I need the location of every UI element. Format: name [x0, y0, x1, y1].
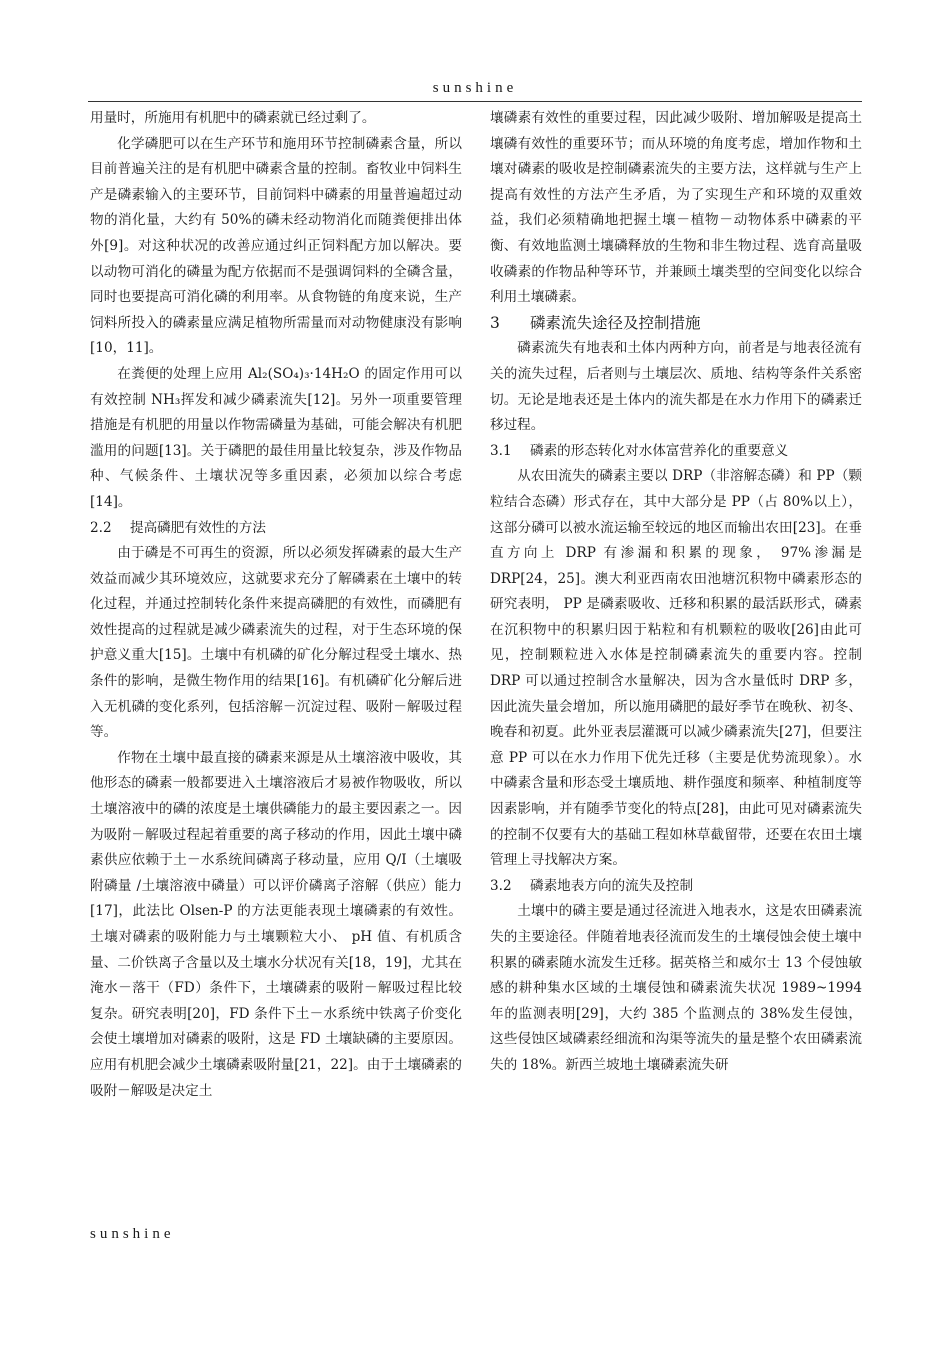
section-title: 磷素地表方向的流失及控制	[530, 877, 694, 894]
section-heading	[490, 874, 862, 900]
section-title: 提高磷肥有效性的方法	[130, 519, 266, 536]
header-rule	[88, 101, 862, 102]
paragraph: 作物在土壤中最直接的磷素来源是从土壤溶液中吸收，其他形态的磷素一般都要进入土壤溶液后才易被作物吸收，所以土壤溶液中的磷的浓度是土壤供磷能力的最主要因素之一。因为吸附－解吸过程起着重要的离子移动的作用，因此土壤中磷素供应依赖于土－水系统间磷离子移动量，应用 Q/I（土壤吸附磷量 /土壤溶液中磷量）可以评价磷离子溶解（供应）能力[17]，此法比 Olsen-P 的方法更能表现土壤磷素的有效性。土壤对磷素的吸附能力与土壤颗粒大小、 pH 值、有机质含量、二价铁离子含量以及土壤水分状况有关[18，19]，尤其在淹水－落干（FD）条件下，土壤磷素的吸附－解吸过程比较复杂。研究表明[20]，FD 条件下土－水系统中铁离子价变化会使土壤增加对磷素的吸附，这是 FD 土壤缺磷的主要原因。应用有机肥会减少土壤磷素吸附量[21，22]。由于土壤磷素的吸附－解吸是决定土	[90, 749, 462, 1099]
left-column	[90, 106, 462, 1104]
paragraph: 从农田流失的磷素主要以 DRP（非溶解态磷）和 PP（颗粒结合态磷）形式存在，其中大部分是 PP（占 80%以上），这部分磷可以被水流运输至较远的地区而输出农田[23]。在垂直方向上 DRP 有渗漏和积累的现象， 97%渗漏是 DRP[24，25]。澳大利亚西南农田池塘沉积物中磷素形态的研究表明， PP 是磷素吸收、迁移和积累的最活跃形式，磷素在沉积物中的积累归因于粘粒和有机颗粒的吸收[26]由此可见，控制颗粒进入水体是控制磷素流失的重要内容。控制 DRP 可以通过控制含水量解决，因为含水量低时 DRP 多，因此流失量会增加，所以施用磷肥的最好季节在晚秋、初冬、晚春和初夏。此外亚表层灌溉可以减少磷素流失[27]，但要注意 PP 可以在水力作用下优先迁移（主要是优势流现象）。水中磷素含量和形态受土壤质地、耕作强度和频率、种植制度等因素影响，并有随季节变化的特点[28]，由此可见对磷素流失的控制不仅要有大的基础工程如林草截留带，还要在农田土壤管理上寻找解决方案。	[490, 468, 862, 869]
section-heading	[490, 439, 862, 465]
section-number: 3.1	[490, 442, 512, 459]
paragraph: 化学磷肥可以在生产环节和施用环节控制磷素含量，所以目前普遍关注的是有机肥中磷素含量的控制。畜牧业中饲料生产是磷素输入的主要环节，目前饲料中磷素的用量普遍超过动物的消化量，大约有 50%的磷未经动物消化而随粪便排出体外[9]。对这种状况的改善应通过纠正饲料配方加以解决。要以动物可消化的磷量为配方依据而不是强调饲料的全磷含量，同时也要提高可消化磷的利用率。从食物链的角度来说，生产饲料所投入的磷素量应满足植物所需量而对动物健康没有影响[10，11]。	[90, 135, 462, 357]
section-heading	[490, 311, 862, 337]
section-number: 3	[490, 313, 500, 332]
section-number: 2.2	[90, 519, 112, 536]
section-heading	[90, 516, 462, 542]
running-footer: sunshine	[90, 1226, 175, 1242]
paragraph: 用量时，所施用有机肥中的磷素就已经过剩了。	[90, 110, 376, 126]
paragraph: 壤磷素有效性的重要过程，因此减少吸附、增加解吸是提高土壤磷有效性的重要环节；而从环境的角度考虑，增加作物和土壤对磷素的吸收是控制磷素流失的主要方法，这样就与生产上提高有效性的方法产生矛盾，为了实现生产和环境的双重效益，我们必须精确地把握土壤－植物－动物体系中磷素的平衡、有效地监测土壤磷释放的生物和非生物过程、选育高量吸收磷素的作物品种等环节，并兼顾土壤类型的空间变化以综合利用土壤磷素。	[490, 110, 862, 306]
paragraph: 在粪便的处理上应用 Al₂(SO₄)₃·14H₂O 的固定作用可以有效控制 NH₃挥发和减少磷素流失[12]。另外一项重要管理措施是有机肥的用量以作物需磷量为基础，可能会解决有机肥滥用的问题[13]。关于磷肥的最佳用量比较复杂，涉及作物品种、气候条件、土壤状况等多重因素，必须加以综合考虑[14]。	[90, 365, 462, 510]
right-column	[490, 106, 862, 1079]
paragraph: 由于磷是不可再生的资源，所以必须发挥磷素的最大生产效益而减少其环境效应，这就要求充分了解磷素在土壤中的转化过程，并通过控制转化条件来提高磷肥的有效性，而磷肥有效性提高的过程就是减少磷素流失的过程，对于生态环境的保护意义重大[15]。土壤中有机磷的矿化分解过程受土壤水、热条件的影响，是微生物作用的结果[16]。有机磷矿化分解后进入无机磷的变化系列，包括溶解－沉淀过程、吸附－解吸过程等。	[90, 545, 462, 741]
paragraph: 土壤中的磷主要是通过径流进入地表水，这是农田磷素流失的主要途径。伴随着地表径流而发生的土壤侵蚀会使土壤中积累的磷素随水流发生迁移。据英格兰和威尔士 13 个侵蚀敏感的耕种集水区域的土壤侵蚀和磷素流失状况 1989~1994 年的监测表明[29]，大约 385 个监测点的 38%发生侵蚀， 这些侵蚀区域磷素经细流和沟渠等流失的量是整个农田磷素流失的 18%。新西兰坡地土壤磷素流失研	[490, 903, 862, 1073]
section-title: 磷素的形态转化对水体富营养化的重要意义	[530, 442, 789, 459]
paragraph: 磷素流失有地表和土体内两种方向，前者是与地表径流有关的流失过程，后者则与土壤层次、质地、结构等条件关系密切。无论是地表还是土体内的流失都是在水力作用下的磷素迁移过程。	[490, 340, 862, 434]
running-header: sunshine	[432, 80, 518, 96]
section-title: 磷素流失途径及控制措施	[530, 313, 701, 332]
section-number: 3.2	[490, 877, 512, 894]
